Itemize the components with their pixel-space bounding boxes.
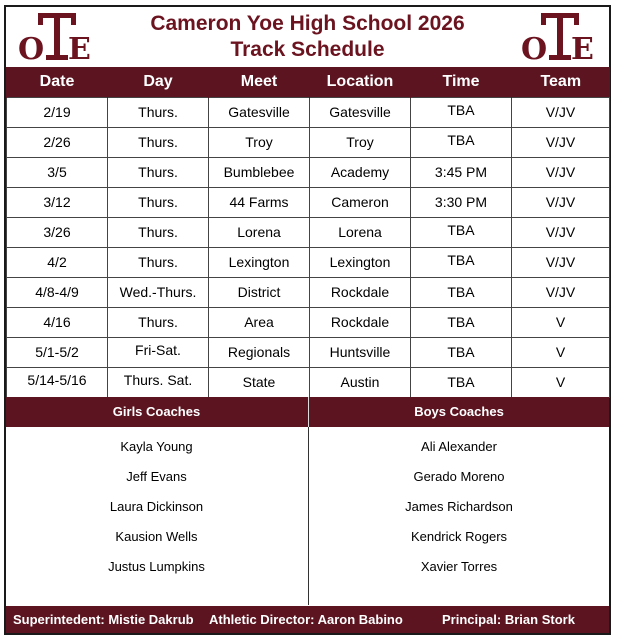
cell-day: Fri-Sat. — [108, 337, 209, 367]
title-line-school: Cameron Yoe High School 2026 — [150, 12, 465, 35]
table-row — [7, 127, 610, 157]
table-row — [7, 217, 610, 247]
cell-day: Thurs. Sat. — [108, 367, 209, 397]
cell-location: Rockdale — [310, 307, 411, 337]
table-row — [7, 277, 610, 307]
schedule-frame — [4, 5, 611, 635]
table-row — [7, 307, 610, 337]
cell-date: 3/5 — [7, 157, 108, 187]
col-header-meet: Meet — [209, 67, 310, 97]
cell-meet: Regionals — [209, 337, 310, 367]
cell-team: V/JV — [512, 217, 610, 247]
cell-date: 4/8-4/9 — [7, 277, 108, 307]
cell-meet: Lorena — [209, 217, 310, 247]
list-item: Gerado Moreno — [413, 469, 505, 484]
cell-time: 3:30 PM — [411, 187, 512, 217]
oye-logo-icon — [519, 11, 601, 63]
col-header-day: Day — [108, 67, 209, 97]
cell-team: V/JV — [512, 187, 610, 217]
cell-location: Academy — [310, 157, 411, 187]
cell-time: TBA — [411, 127, 512, 157]
cell-date: 5/1-5/2 — [7, 337, 108, 367]
cell-team: V/JV — [512, 97, 610, 127]
girls-coaches-list — [6, 427, 307, 605]
cell-time: TBA — [411, 97, 512, 127]
list-item: Kausion Wells — [115, 529, 198, 544]
cell-location: Austin — [310, 367, 411, 397]
cell-day: Thurs. — [108, 307, 209, 337]
cell-location: Gatesville — [310, 97, 411, 127]
cell-day: Thurs. — [108, 127, 209, 157]
table-row — [7, 187, 610, 217]
cell-meet: 44 Farms — [209, 187, 310, 217]
cell-date: 4/16 — [7, 307, 108, 337]
cell-time: TBA — [411, 217, 512, 247]
table-row — [7, 337, 610, 367]
cell-day: Thurs. — [108, 217, 209, 247]
cell-meet: State — [209, 367, 310, 397]
cell-day: Thurs. — [108, 187, 209, 217]
cell-time: TBA — [411, 307, 512, 337]
cell-day: Thurs. — [108, 97, 209, 127]
col-header-time: Time — [411, 67, 512, 97]
col-header-date: Date — [7, 67, 108, 97]
principal-label: Principal: Brian Stork — [442, 612, 575, 627]
cell-meet: Troy — [209, 127, 310, 157]
cell-location: Troy — [310, 127, 411, 157]
table-row — [7, 247, 610, 277]
list-item: Xavier Torres — [420, 559, 498, 574]
cell-day: Wed.-Thurs. — [108, 277, 209, 307]
cell-meet: Bumblebee — [209, 157, 310, 187]
boys-coaches-list — [308, 427, 609, 605]
superintendent-label: Superintedent: Mistie Dakrub — [13, 612, 194, 627]
cell-team: V/JV — [512, 157, 610, 187]
svg-text:O: O — [521, 32, 548, 63]
coaches-header — [6, 397, 609, 427]
cell-location: Rockdale — [310, 277, 411, 307]
table-row — [7, 97, 610, 127]
cell-team: V/JV — [512, 247, 610, 277]
cell-date: 4/2 — [7, 247, 108, 277]
col-header-team: Team — [512, 67, 610, 97]
cell-day: Thurs. — [108, 247, 209, 277]
cell-team: V — [512, 367, 610, 397]
cell-day: Thurs. — [108, 157, 209, 187]
cell-meet: District — [209, 277, 310, 307]
cell-time: TBA — [411, 337, 512, 367]
cell-team: V/JV — [512, 277, 610, 307]
table-row — [7, 367, 610, 397]
girls-coaches-title: Girls Coaches — [112, 404, 201, 419]
schedule-table — [6, 67, 610, 398]
cell-meet: Lexington — [209, 247, 310, 277]
list-item: Kendrick Rogers — [410, 529, 508, 544]
boys-coaches-title: Boys Coaches — [308, 397, 609, 427]
list-item: Laura Dickinson — [109, 499, 204, 514]
staff-footer — [6, 606, 609, 633]
cell-location: Huntsville — [310, 337, 411, 367]
cell-time: TBA — [411, 277, 512, 307]
page-header — [6, 7, 609, 67]
cell-meet: Area — [209, 307, 310, 337]
cell-team: V — [512, 307, 610, 337]
cell-time: TBA — [411, 367, 512, 397]
cell-location: Lexington — [310, 247, 411, 277]
cell-location: Cameron — [310, 187, 411, 217]
list-item: Jeff Evans — [126, 469, 187, 484]
list-item: Ali Alexander — [421, 439, 497, 454]
coaches-body — [6, 427, 609, 605]
page-title — [106, 11, 509, 63]
cell-date: 2/26 — [7, 127, 108, 157]
cell-time: 3:45 PM — [411, 157, 512, 187]
cell-date: 5/14-5/16 — [7, 367, 108, 397]
col-header-location: Location — [310, 67, 411, 97]
cell-meet: Gatesville — [209, 97, 310, 127]
cell-date: 2/19 — [7, 97, 108, 127]
svg-text:O: O — [18, 32, 45, 63]
svg-text:E: E — [571, 32, 594, 63]
cell-time: TBA — [411, 247, 512, 277]
cell-team: V/JV — [512, 127, 610, 157]
svg-text:E: E — [68, 32, 91, 63]
schedule-header-row — [7, 67, 610, 97]
cell-team: V — [512, 337, 610, 367]
athletic-director-label: Athletic Director: Aaron Babino — [209, 612, 403, 627]
cell-location: Lorena — [310, 217, 411, 247]
cell-date: 3/12 — [7, 187, 108, 217]
title-line-schedule: Track Schedule — [230, 38, 385, 61]
list-item: Justus Lumpkins — [108, 559, 205, 574]
table-row — [7, 157, 610, 187]
list-item: James Richardson — [405, 499, 513, 514]
oye-logo-icon — [16, 11, 98, 63]
list-item: Kayla Young — [120, 439, 193, 454]
cell-date: 3/26 — [7, 217, 108, 247]
